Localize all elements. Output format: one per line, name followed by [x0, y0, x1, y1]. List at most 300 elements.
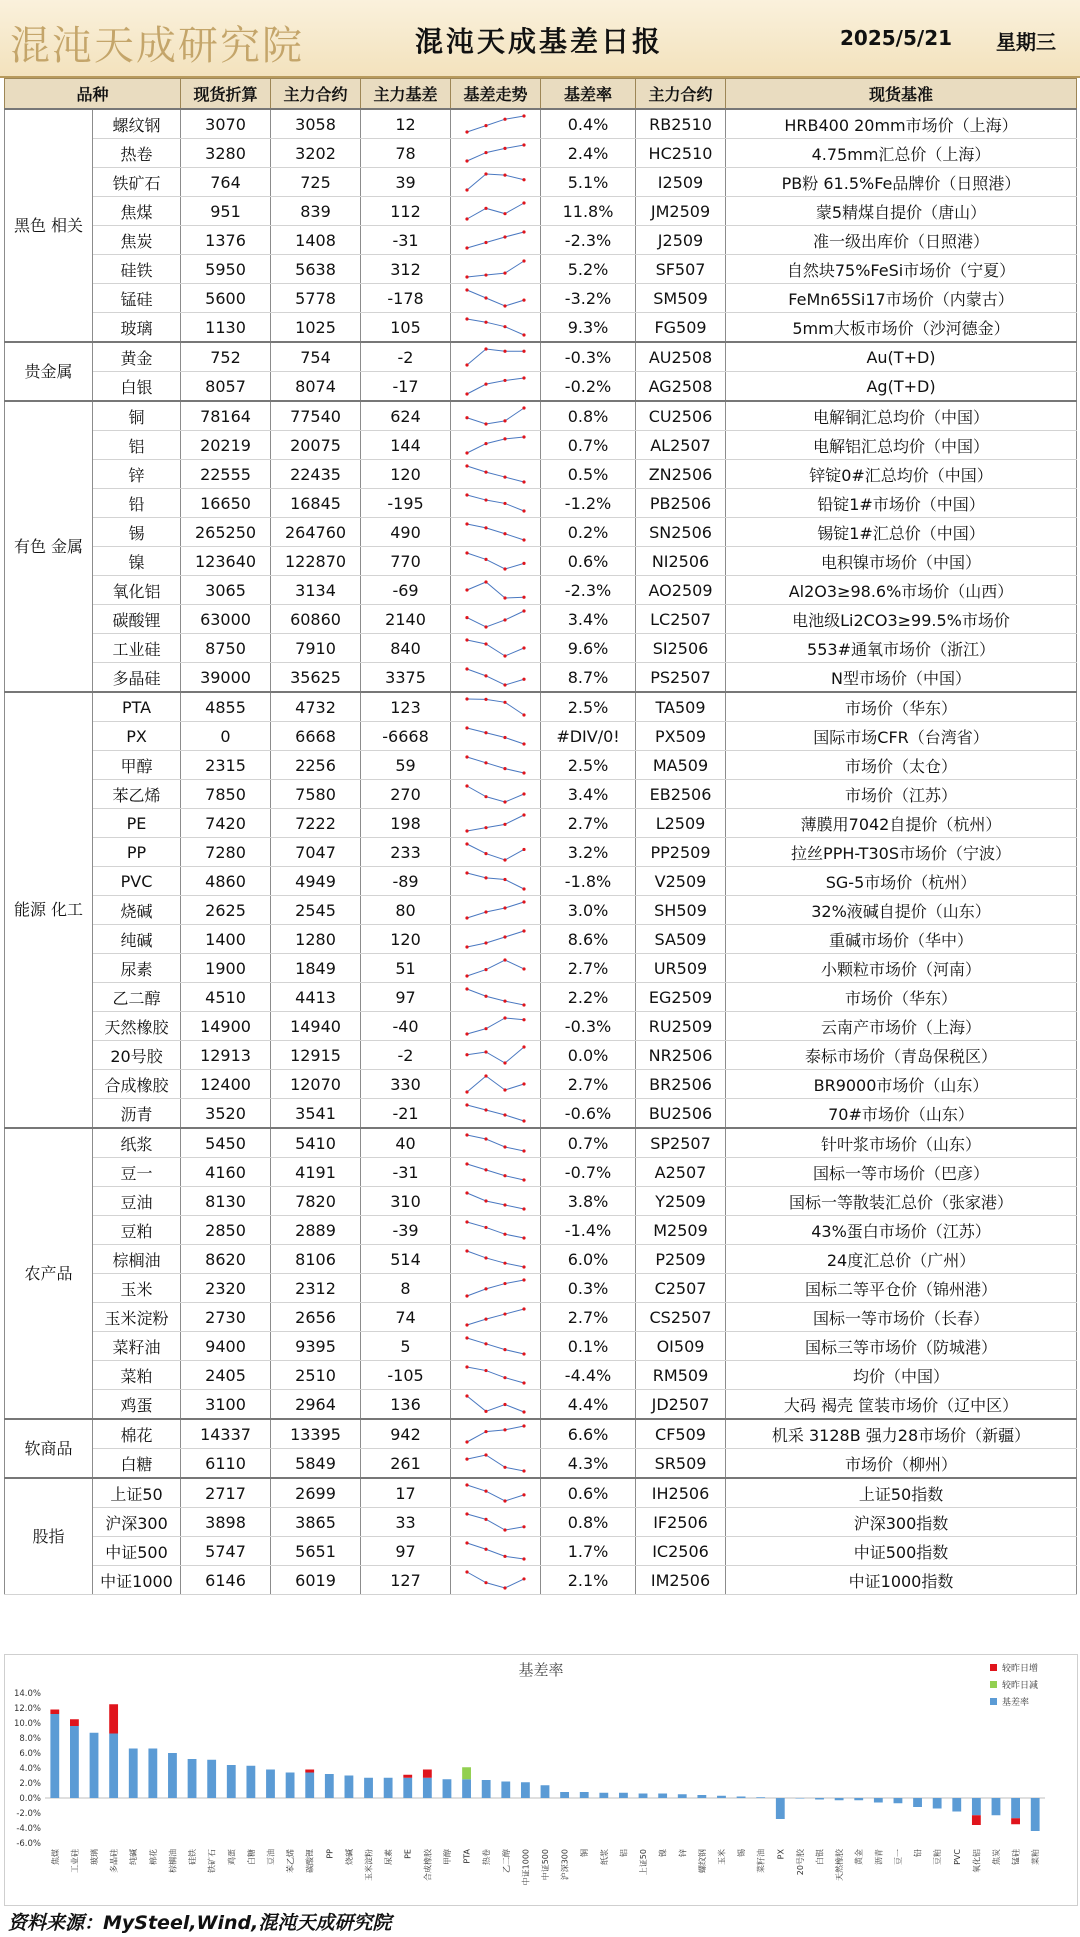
trend-sparkline — [461, 345, 531, 369]
cell-rate: 0.5% — [541, 460, 636, 489]
trend-point — [503, 1499, 506, 1502]
cell-variety: 焦炭 — [93, 226, 181, 255]
cell-variety: 纸浆 — [93, 1128, 181, 1158]
cell-futures: 839 — [271, 197, 361, 226]
trend-sparkline — [461, 1305, 531, 1329]
trend-point — [503, 800, 506, 803]
cell-benchmark: 均价（中国） — [726, 1361, 1077, 1390]
group-label: 农产品 — [5, 1128, 93, 1419]
cell-spot: 6146 — [181, 1566, 271, 1595]
cell-spot: 20219 — [181, 431, 271, 460]
legend-label: 较昨日增 — [1002, 1664, 1039, 1674]
cell-benchmark: 国标一等散装汇总价（张家港） — [726, 1187, 1077, 1216]
trend-point — [465, 588, 468, 591]
cell-variety: 螺纹钢 — [93, 109, 181, 139]
trend-point — [465, 451, 468, 454]
cell-spot: 752 — [181, 342, 271, 372]
cell-trend — [451, 1508, 541, 1537]
cell-spot: 12400 — [181, 1070, 271, 1099]
x-tick-label: 焦炭 — [991, 1849, 1001, 1865]
cell-spot: 16650 — [181, 489, 271, 518]
trend-line — [467, 1135, 524, 1151]
cell-futures: 7580 — [271, 780, 361, 809]
trend-sparkline — [461, 170, 531, 194]
cell-spot: 4510 — [181, 983, 271, 1012]
report-weekday: 星期三 — [996, 30, 1056, 54]
cell-trend — [451, 751, 541, 780]
cell-rate: 9.3% — [541, 313, 636, 343]
cell-rate: 3.0% — [541, 896, 636, 925]
cell-contract: BU2506 — [636, 1099, 726, 1129]
cell-benchmark: 中证500指数 — [726, 1537, 1077, 1566]
trend-line — [467, 1396, 524, 1412]
cell-trend — [451, 1158, 541, 1187]
x-tick-label: 烧碱 — [344, 1849, 354, 1865]
trend-point — [522, 259, 525, 262]
x-tick-label: 乙二醇 — [501, 1849, 511, 1873]
x-tick-label: 热卷 — [482, 1849, 492, 1865]
y-tick-label: 2.0% — [19, 1779, 41, 1789]
cell-rate: 0.8% — [541, 401, 636, 431]
cell-spot: 2320 — [181, 1274, 271, 1303]
group-label: 软商品 — [5, 1419, 93, 1478]
cell-rate: 0.2% — [541, 518, 636, 547]
bar-basis-rate — [874, 1798, 883, 1803]
cell-rate: 3.2% — [541, 838, 636, 867]
cell-basis: 490 — [361, 518, 451, 547]
cell-futures: 264760 — [271, 518, 361, 547]
table-row — [5, 460, 1077, 489]
cell-basis: -31 — [361, 1158, 451, 1187]
bar-basis-rate — [70, 1726, 79, 1798]
cell-trend — [451, 722, 541, 751]
cell-spot: 8130 — [181, 1187, 271, 1216]
trend-point — [465, 1032, 468, 1035]
x-tick-label: 氧化铝 — [972, 1849, 982, 1873]
bar-basis-rate — [560, 1792, 569, 1798]
cell-futures: 725 — [271, 168, 361, 197]
bar-basis-rate — [541, 1785, 550, 1798]
cell-basis: 233 — [361, 838, 451, 867]
trend-point — [465, 842, 468, 845]
trend-point — [522, 114, 525, 117]
trend-line — [467, 611, 524, 627]
trend-point — [465, 1090, 468, 1093]
cell-trend — [451, 1187, 541, 1216]
x-tick-label: 棉花 — [148, 1849, 158, 1865]
legend-swatch — [990, 1681, 997, 1688]
cell-benchmark: 云南产市场价（上海） — [726, 1012, 1077, 1041]
cell-rate: 4.4% — [541, 1390, 636, 1420]
bar-basis-rate — [443, 1779, 452, 1798]
x-tick-label: 豆粕 — [933, 1849, 943, 1865]
cell-benchmark: 市场价（柳州） — [726, 1449, 1077, 1479]
cell-variety: 甲醇 — [93, 751, 181, 780]
trend-line — [467, 786, 524, 802]
trend-line — [467, 174, 524, 190]
cell-rate: 3.8% — [541, 1187, 636, 1216]
bar-basis-rate — [227, 1765, 236, 1798]
trend-point — [484, 1027, 487, 1030]
cell-variety: 碳酸锂 — [93, 605, 181, 634]
cell-basis: 97 — [361, 983, 451, 1012]
cell-variety: 沪深300 — [93, 1508, 181, 1537]
trend-line — [467, 1280, 524, 1296]
bar-basis-rate — [501, 1782, 510, 1799]
cell-futures: 16845 — [271, 489, 361, 518]
trend-point — [484, 1410, 487, 1413]
trend-point — [522, 1577, 525, 1580]
cell-spot: 2405 — [181, 1361, 271, 1390]
cell-variety: 豆油 — [93, 1187, 181, 1216]
trend-point — [503, 596, 506, 599]
trend-point — [522, 1278, 525, 1281]
x-tick-label: 菜粕 — [1031, 1849, 1041, 1865]
trend-point — [522, 1082, 525, 1085]
cell-contract: EG2509 — [636, 983, 726, 1012]
table-row — [5, 692, 1077, 722]
bar-basis-rate — [423, 1778, 432, 1798]
cell-spot: 2315 — [181, 751, 271, 780]
cell-contract: AO2509 — [636, 576, 726, 605]
cell-trend — [451, 255, 541, 284]
trend-point — [484, 498, 487, 501]
cell-benchmark: 准一级出库价（日照港） — [726, 226, 1077, 255]
cell-futures: 122870 — [271, 547, 361, 576]
trend-point — [522, 792, 525, 795]
cell-variety: 锰硅 — [93, 284, 181, 313]
cell-basis: -89 — [361, 867, 451, 896]
trend-point — [465, 130, 468, 133]
bar-basis-rate — [1011, 1798, 1020, 1818]
table-row — [5, 867, 1077, 896]
cell-rate: 8.6% — [541, 925, 636, 954]
cell-rate: -0.6% — [541, 1099, 636, 1129]
trend-point — [465, 159, 468, 162]
cell-contract: SI2506 — [636, 634, 726, 663]
trend-sparkline — [461, 520, 531, 544]
cell-contract: CF509 — [636, 1419, 726, 1449]
cell-variety: 纯碱 — [93, 925, 181, 954]
bar-basis-rate — [854, 1798, 863, 1800]
cell-spot: 3280 — [181, 139, 271, 168]
trend-point — [503, 1262, 506, 1265]
trend-point — [522, 1424, 525, 1427]
cell-futures: 1408 — [271, 226, 361, 255]
cell-variety: 铝 — [93, 431, 181, 460]
bar-basis-rate — [815, 1798, 824, 1800]
cell-variety: PTA — [93, 692, 181, 722]
trend-point — [503, 1203, 506, 1206]
table-row — [5, 1274, 1077, 1303]
cell-basis: 514 — [361, 1245, 451, 1274]
cell-rate: 2.2% — [541, 983, 636, 1012]
cell-contract: FG509 — [636, 313, 726, 343]
trend-point — [522, 1493, 525, 1496]
cell-spot: 8057 — [181, 372, 271, 402]
trend-line — [467, 349, 524, 365]
cell-contract: SF507 — [636, 255, 726, 284]
x-tick-label: 纸浆 — [599, 1849, 609, 1865]
cell-basis: -21 — [361, 1099, 451, 1129]
cell-variety: 上证50 — [93, 1478, 181, 1508]
cell-futures: 1025 — [271, 313, 361, 343]
cell-variety: 中证1000 — [93, 1566, 181, 1595]
cell-spot: 8620 — [181, 1245, 271, 1274]
trend-point — [503, 618, 506, 621]
trend-point — [484, 347, 487, 350]
cell-rate: 6.0% — [541, 1245, 636, 1274]
trend-point — [522, 1352, 525, 1355]
cell-rate: -0.7% — [541, 1158, 636, 1187]
trend-point — [484, 761, 487, 764]
trend-line — [467, 757, 524, 773]
cell-rate: 6.6% — [541, 1419, 636, 1449]
trend-sparkline — [461, 1451, 531, 1475]
table-row — [5, 1449, 1077, 1479]
col-header-trend: 基差走势 — [451, 79, 541, 110]
x-tick-label: 中证500 — [541, 1849, 550, 1881]
cell-futures: 5410 — [271, 1128, 361, 1158]
table-row — [5, 663, 1077, 693]
bar-basis-rate — [639, 1794, 648, 1799]
table-row — [5, 1245, 1077, 1274]
cell-variety: 白糖 — [93, 1449, 181, 1479]
bar-increase — [423, 1770, 432, 1778]
bar-basis-rate — [90, 1733, 99, 1798]
x-tick-label: 合成橡胶 — [423, 1849, 433, 1881]
bar-basis-rate — [148, 1749, 157, 1799]
x-tick-label: PX — [776, 1849, 786, 1860]
trend-sparkline — [461, 1392, 531, 1416]
cell-benchmark: 中证1000指数 — [726, 1566, 1077, 1595]
cell-variety: 菜籽油 — [93, 1332, 181, 1361]
cell-trend — [451, 1128, 541, 1158]
cell-trend — [451, 1449, 541, 1479]
cell-variety: 天然橡胶 — [93, 1012, 181, 1041]
trend-line — [467, 582, 524, 598]
table-row — [5, 1158, 1077, 1187]
bar-basis-rate — [129, 1749, 138, 1799]
cell-basis: 198 — [361, 809, 451, 838]
bar-basis-rate — [933, 1798, 942, 1809]
y-tick-label: -4.0% — [16, 1824, 41, 1834]
cell-spot: 951 — [181, 197, 271, 226]
cell-rate: 9.6% — [541, 634, 636, 663]
trend-point — [522, 333, 525, 336]
x-tick-label: 铜 — [580, 1849, 590, 1857]
trend-line — [467, 728, 524, 744]
table-row — [5, 605, 1077, 634]
cell-trend — [451, 1099, 541, 1129]
cell-variety: 尿素 — [93, 954, 181, 983]
cell-trend — [451, 431, 541, 460]
cell-spot: 2717 — [181, 1478, 271, 1508]
bar-basis-rate — [305, 1773, 314, 1799]
cell-trend — [451, 1390, 541, 1420]
table-row — [5, 576, 1077, 605]
logo: 混沌天成研究院 — [10, 23, 304, 69]
x-tick-label: 铅 — [913, 1849, 923, 1857]
legend-label: 基差率 — [1002, 1698, 1030, 1708]
trend-point — [465, 638, 468, 641]
trend-point — [465, 829, 468, 832]
cell-basis: 105 — [361, 313, 451, 343]
cell-rate: -1.4% — [541, 1216, 636, 1245]
trend-point — [484, 526, 487, 529]
cell-trend — [451, 780, 541, 809]
trend-point — [503, 350, 506, 353]
trend-point — [465, 616, 468, 619]
table-row — [5, 722, 1077, 751]
trend-line — [467, 931, 524, 947]
cell-basis: 39 — [361, 168, 451, 197]
cell-benchmark: 国标二等平仓价（锦州港） — [726, 1274, 1077, 1303]
cell-variety: 铜 — [93, 401, 181, 431]
cell-variety: 玻璃 — [93, 313, 181, 343]
trend-sparkline — [461, 1568, 531, 1592]
table-row — [5, 1303, 1077, 1332]
cell-rate: -1.2% — [541, 489, 636, 518]
trend-point — [465, 464, 468, 467]
trend-point — [522, 1236, 525, 1239]
trend-point — [503, 1174, 506, 1177]
y-tick-label: -2.0% — [16, 1809, 41, 1819]
cell-basis: 51 — [361, 954, 451, 983]
cell-basis: 144 — [361, 431, 451, 460]
cell-benchmark: 小颗粒市场价（河南） — [726, 954, 1077, 983]
cell-trend — [451, 692, 541, 722]
y-tick-label: 10.0% — [13, 1719, 41, 1729]
trend-line — [467, 466, 524, 482]
trend-sparkline — [461, 753, 531, 777]
x-tick-label: 上证50 — [639, 1849, 649, 1876]
bar-basis-rate — [364, 1778, 373, 1798]
cell-futures: 4413 — [271, 983, 361, 1012]
cell-basis: 770 — [361, 547, 451, 576]
x-tick-label: 沥青 — [874, 1849, 884, 1865]
cell-variety: 白银 — [93, 372, 181, 402]
cell-spot: 8750 — [181, 634, 271, 663]
trend-point — [465, 1570, 468, 1573]
col-header-benchmark: 现货基准 — [726, 79, 1077, 110]
trend-point — [484, 1226, 487, 1229]
trend-point — [522, 538, 525, 541]
x-tick-label: 锡 — [737, 1849, 747, 1857]
cell-rate: 8.7% — [541, 663, 636, 693]
trend-point — [484, 241, 487, 244]
cell-futures: 754 — [271, 342, 361, 372]
trend-point — [522, 201, 525, 204]
trend-point — [484, 124, 487, 127]
trend-line — [467, 319, 524, 335]
cell-futures: 5651 — [271, 1537, 361, 1566]
cell-trend — [451, 342, 541, 372]
cell-contract: Y2509 — [636, 1187, 726, 1216]
trend-point — [522, 1557, 525, 1560]
trend-point — [522, 771, 525, 774]
trend-line — [467, 699, 524, 715]
cell-variety: 豆粕 — [93, 1216, 181, 1245]
bar-basis-rate — [795, 1798, 804, 1799]
cell-benchmark: 5mm大板市场价（沙河德金） — [726, 313, 1077, 343]
trend-point — [484, 1287, 487, 1290]
cell-benchmark: Al2O3≥98.6%市场价（山西） — [726, 576, 1077, 605]
trend-sparkline — [461, 578, 531, 602]
cell-basis: -2 — [361, 1041, 451, 1070]
cell-spot: 3065 — [181, 576, 271, 605]
table-row — [5, 1332, 1077, 1361]
trend-line — [467, 1018, 524, 1034]
bar-basis-rate — [403, 1778, 412, 1798]
table-row — [5, 634, 1077, 663]
x-tick-label: 白银 — [815, 1849, 825, 1865]
group-label: 贵金属 — [5, 342, 93, 401]
bar-basis-rate — [599, 1793, 608, 1798]
cell-contract: NI2506 — [636, 547, 726, 576]
bar-basis-rate — [776, 1798, 785, 1819]
x-tick-label: PVC — [952, 1849, 962, 1865]
table-row — [5, 1216, 1077, 1245]
cell-rate: 2.7% — [541, 954, 636, 983]
trend-point — [465, 916, 468, 919]
x-tick-label: 锰硅 — [1011, 1849, 1021, 1865]
cell-rate: 0.7% — [541, 1128, 636, 1158]
cell-benchmark: 24度汇总价（广州） — [726, 1245, 1077, 1274]
x-tick-label: 硅铁 — [188, 1849, 198, 1865]
y-tick-label: 8.0% — [19, 1734, 41, 1744]
cell-futures: 1849 — [271, 954, 361, 983]
cell-rate: 5.2% — [541, 255, 636, 284]
trend-point — [503, 304, 506, 307]
table-row — [5, 751, 1077, 780]
cell-basis: 33 — [361, 1508, 451, 1537]
trend-point — [503, 906, 506, 909]
trend-point — [484, 296, 487, 299]
cell-futures: 13395 — [271, 1419, 361, 1449]
cell-basis: 942 — [361, 1419, 451, 1449]
cell-trend — [451, 1274, 541, 1303]
cell-trend — [451, 226, 541, 255]
col-header-rate: 基差率 — [541, 79, 636, 110]
trend-point — [503, 683, 506, 686]
cell-benchmark: 大码 褐壳 筐装市场价（辽中区） — [726, 1390, 1077, 1420]
cell-trend — [451, 1303, 541, 1332]
trend-point — [484, 625, 487, 628]
trend-line — [467, 1076, 524, 1092]
trend-point — [503, 701, 506, 704]
trend-line — [467, 669, 524, 685]
cell-basis: 330 — [361, 1070, 451, 1099]
trend-line — [467, 1193, 524, 1209]
cell-variety: 棕榈油 — [93, 1245, 181, 1274]
trend-point — [465, 288, 468, 291]
trend-point — [503, 823, 506, 826]
cell-rate: -2.3% — [541, 226, 636, 255]
x-tick-label: 苯乙烯 — [286, 1849, 296, 1873]
trend-point — [484, 642, 487, 645]
cell-rate: -0.2% — [541, 372, 636, 402]
bar-increase — [1011, 1818, 1020, 1824]
cell-variety: 多晶硅 — [93, 663, 181, 693]
trend-point — [503, 1312, 506, 1315]
y-tick-label: 6.0% — [19, 1749, 41, 1759]
trend-point — [465, 1394, 468, 1397]
cell-futures: 7222 — [271, 809, 361, 838]
cell-futures: 3865 — [271, 1508, 361, 1537]
bar-decrease — [462, 1767, 471, 1779]
cell-benchmark: 沪深300指数 — [726, 1508, 1077, 1537]
